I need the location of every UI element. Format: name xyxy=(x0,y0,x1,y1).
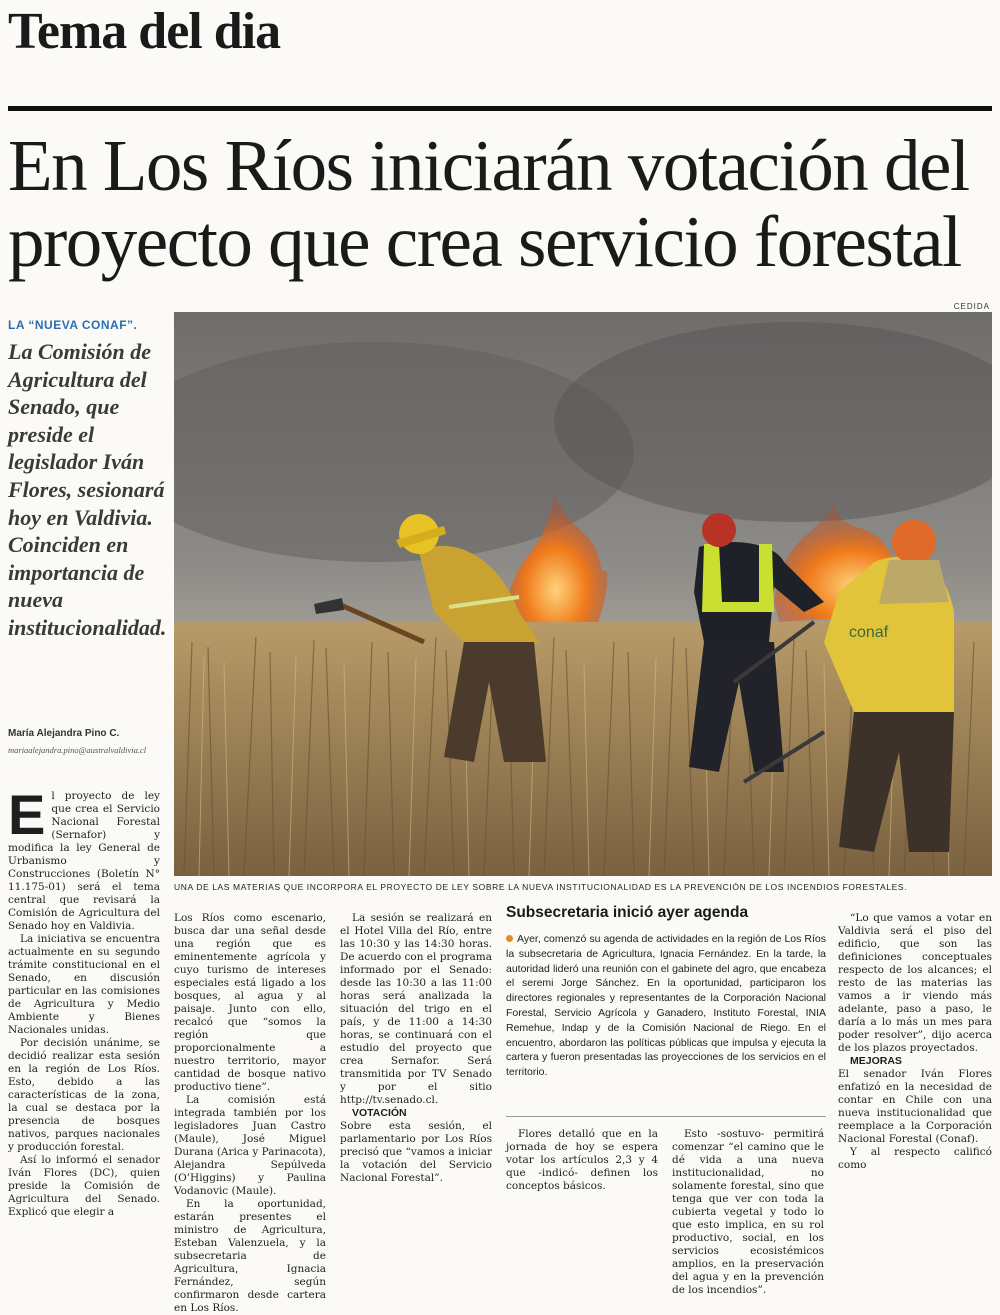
paragraph: Esto -sostuvo- permitirá comenzar “el camino que le dé vida a una nueva institucionalidad, no solamente forestal, sino que tenga que ver con toda la cubierta vegetal y todo lo que esto implica, en su rol productivo, social, en los servicios ecosistémicos amplios, en la preservación del agua y en la prevención de los incendios”. xyxy=(672,1128,824,1296)
author-email[interactable]: mariaalejandra.pino@australvaldivia.cl xyxy=(8,745,147,755)
jacket-logo: conaf xyxy=(849,624,889,641)
subhead-votacion: VOTACIÓN xyxy=(352,1107,407,1119)
article-column-6 xyxy=(838,912,992,1172)
paragraph: “Lo que vamos a votar en Valdivia será el piso del edificio, que son las definiciones conceptuales respecto de los alcances; el resto de las materias las vamos a ir viendo más adelante, paso a paso, le daría a lo más un mes para poder resolver”, dijo acerca de los plazos proyectados. xyxy=(838,912,992,1054)
headline: En Los Ríos iniciarán votación del proyecto que crea servicio forestal xyxy=(8,125,969,282)
paragraph: En la oportunidad, estarán presentes el ministro de Agricultura, Esteban Valenzuela, y la subsecretaria de Agricultura, Ignacia Fernández, según confirmaron desde cartera en Los Ríos. xyxy=(174,1198,326,1314)
drop-cap: E xyxy=(8,783,46,846)
paragraph: Y al respecto calificó como xyxy=(838,1146,992,1171)
photo-caption: UNA DE LAS MATERIAS QUE INCORPORA EL PROYECTO DE LEY SOBRE LA NUEVA INSTITUCIONALIDAD ES LA PREVENCIÓN DE LOS INCENDIOS FORESTALES. xyxy=(174,882,908,892)
paragraph: Sobre esta sesión, el parlamentario por Los Ríos precisó que “vamos a iniciar la votación del Servicio Nacional Forestal”. xyxy=(340,1120,492,1184)
paragraph: Así lo informó el senador Iván Flores (DC), quien preside la Comisión de Agricultura del Senado. Explicó que elegir a xyxy=(8,1154,160,1218)
article-column-3 xyxy=(340,912,492,1185)
article-column-5 xyxy=(672,1128,824,1297)
firefighters-photo xyxy=(174,312,992,876)
sidebar-box xyxy=(506,904,826,1080)
subhead-mejoras: MEJORAS xyxy=(850,1055,902,1067)
photo-credit: CEDIDA xyxy=(953,302,990,311)
article-column-4 xyxy=(506,1128,658,1193)
paragraph: Por decisión unánime, se decidió realizar esta sesión en la región de Los Ríos. Esto, debido a las características de la zona, la cual se destaca por la presencia de bosques nativos, parques nacionales y producción forestal. xyxy=(8,1037,160,1153)
section-title: Tema del dia xyxy=(8,3,281,60)
box-text-wrap xyxy=(506,932,826,1080)
photo-illustration xyxy=(174,312,992,876)
article-column-2 xyxy=(174,912,326,1315)
article-column-1 xyxy=(8,783,160,1219)
paragraph: La iniciativa se encuentra actualmente en su segundo trámite constitucional en el Senado, en discusión particular en las comisiones de Agricultura y Medio Ambiente y Bienes Nacionales unidas. xyxy=(8,933,160,1036)
paragraph: Los Ríos como escenario, busca dar una señal desde una región que es eminentemente agrícola y cuyo turismo de intereses especiales está ligado a los bosques, al agua y al paisaje. Junto con ello, recalcó que “somos la región que proporcionalmente a nuestro territorio, mayor cantidad de bosque nativo productivo tiene”. xyxy=(174,912,326,1093)
paragraph: l proyecto de ley que crea el Servicio Nacional Forestal (Sernafor) y modifica la ley General de Urbanismo y Construcciones (Boletín N° 11.175-01) será el tema central que revisará la Comisión de Agricultura del Senado hoy en Valdivia. xyxy=(8,790,160,932)
paragraph: Flores detalló que en la jornada de hoy se espera votar los artículos 2,3 y 4 que -indicó- definen los conceptos básicos. xyxy=(506,1128,658,1192)
box-title: Subsecretaria inició ayer agenda xyxy=(506,904,749,921)
kicker: LA “NUEVA CONAF”. xyxy=(8,318,138,332)
deck: La Comisión de Agricultura del Senado, que preside el legislador Iván Flores, sesionará hoy en Valdivia. Coinciden en importancia de nueva institucionalidad. xyxy=(8,339,167,640)
bullet-icon xyxy=(506,935,513,942)
lead-block xyxy=(8,318,168,642)
author-name: María Alejandra Pino C. xyxy=(8,728,120,739)
paragraph: La sesión se realizará en el Hotel Villa del Río, entre las 10:30 y las 14:30 horas. De acuerdo con el programa informado por el Senado: desde las 10:30 a las 11:00 horas será analizada la situación del trigo en el país, y de 11:00 a 14:30 horas, se continuará con el estudio del proyecto que crea Sernafor. Será transmitida por TV Senado y por el sitio http://tv.senado.cl. xyxy=(340,912,492,1106)
paragraph: La comisión está integrada también por los legisladores Juan Castro (Maule), José Miguel Durana (Arica y Parinacota), Alejandra Sepúlveda (O’Higgins) y Paulina Vodanovic (Maule). xyxy=(174,1094,326,1197)
paragraph: El senador Iván Flores enfatizó en la necesidad de contar en Chile con una nueva institucionalidad que reemplace a la Corporación Nacional Forestal (Conaf). xyxy=(838,1068,992,1145)
box-text: Ayer, comenzó su agenda de actividades en la región de Los Ríos la subsecretaria de Agricultura, Ignacia Fernández. En la tarde, la autoridad lideró una reunión con el gabinete del agro, que encabeza el seremi Jorge Sánchez. En la oportunidad, participaron los directores regionales y representantes de la Corporación Nacional Forestal, Servicio Agrícola y Ganadero, Instituto Forestal, INIA Remehue, Indap y de la Comisión Nacional de Riego. En el encuentro, abordaron las políticas públicas que impulsa y ejecuta la cartera y fueron presentadas las proyecciones de los servicios en el territorio. xyxy=(506,933,826,1079)
box-divider xyxy=(506,1116,826,1117)
header-rule xyxy=(8,106,992,111)
